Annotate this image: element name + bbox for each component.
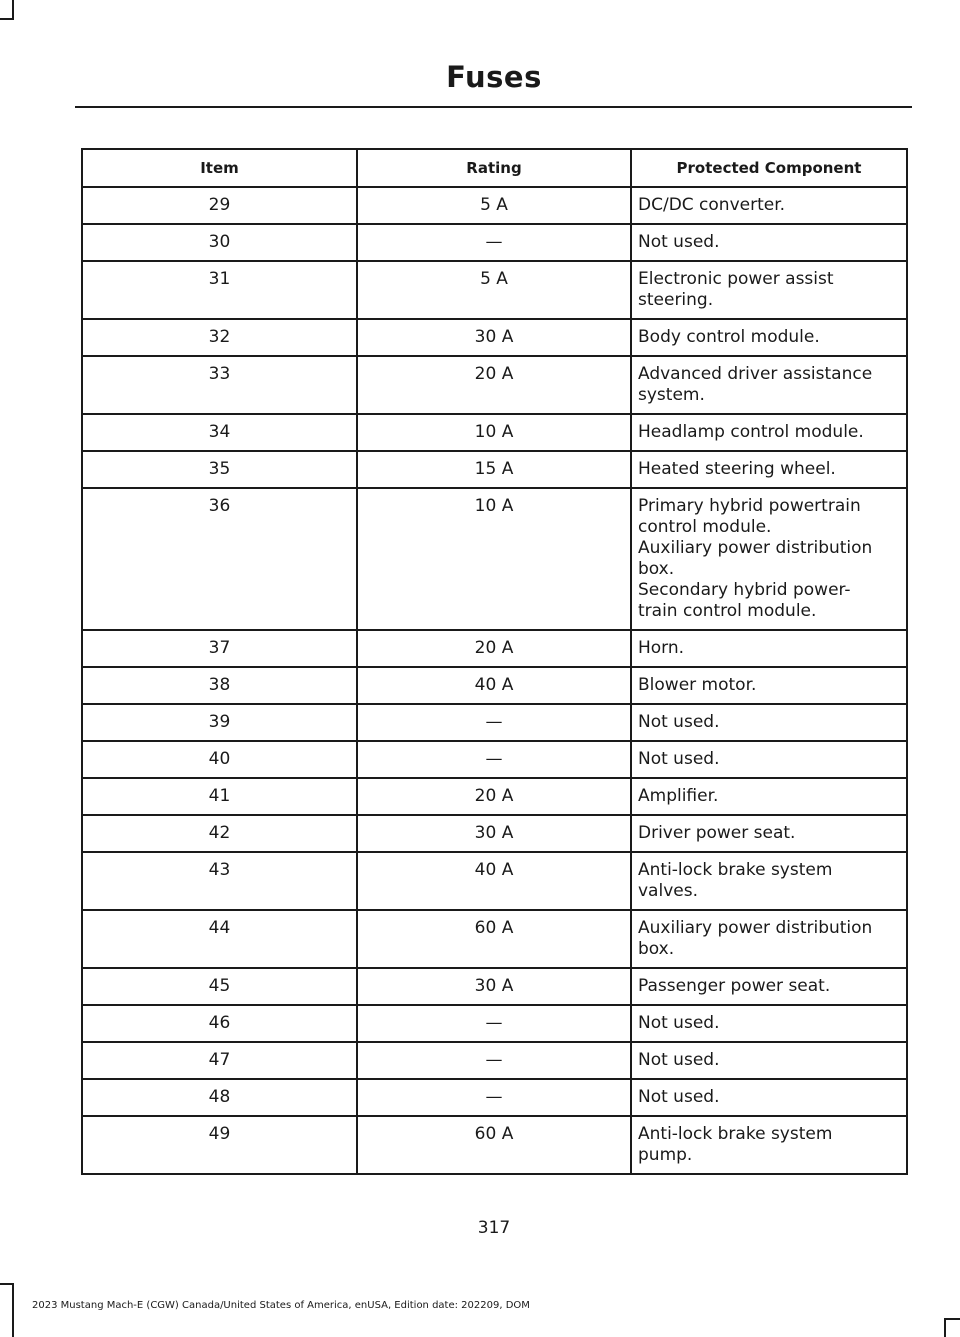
component-text-line: Anti-lock brake system <box>638 860 833 880</box>
table-row <box>82 319 907 356</box>
component-text-line: Not used. <box>638 232 720 252</box>
item-cell: 34 <box>82 414 357 451</box>
protected-component-cell <box>631 319 907 356</box>
component-text-line: Driver power seat. <box>638 823 796 843</box>
rating-cell: 20 A <box>357 778 631 815</box>
component-text-line: box. <box>638 939 675 959</box>
item-cell: 35 <box>82 451 357 488</box>
component-text-line: Amplifier. <box>638 786 719 806</box>
protected-component-cell <box>631 630 907 667</box>
crop-mark <box>12 1283 14 1337</box>
protected-component-cell <box>631 1042 907 1079</box>
item-cell: 43 <box>82 852 357 910</box>
rating-cell: 60 A <box>357 910 631 968</box>
component-text-line: Secondary hybrid power- <box>638 580 851 600</box>
table-row <box>82 1116 907 1174</box>
rating-cell: — <box>357 1005 631 1042</box>
component-text-line: Passenger power seat. <box>638 976 831 996</box>
component-text-line: Anti-lock brake system <box>638 1124 833 1144</box>
protected-component-cell <box>631 968 907 1005</box>
item-cell: 49 <box>82 1116 357 1174</box>
component-text-line: Blower motor. <box>638 675 757 695</box>
table-row <box>82 778 907 815</box>
item-cell: 36 <box>82 488 357 630</box>
protected-component-cell <box>631 1079 907 1116</box>
table-row <box>82 224 907 261</box>
fuse-table <box>81 148 908 1175</box>
item-cell: 42 <box>82 815 357 852</box>
rating-cell: 5 A <box>357 187 631 224</box>
protected-component-cell <box>631 451 907 488</box>
table-row <box>82 1042 907 1079</box>
crop-mark <box>944 1318 946 1337</box>
crop-mark <box>944 1318 960 1320</box>
rating-cell: 30 A <box>357 815 631 852</box>
table-row <box>82 356 907 414</box>
component-text-line: Headlamp control module. <box>638 422 864 442</box>
rating-cell: — <box>357 1042 631 1079</box>
item-cell: 48 <box>82 1079 357 1116</box>
rating-cell: 10 A <box>357 488 631 630</box>
component-text-line: DC/DC converter. <box>638 195 786 215</box>
component-text-line: steering. <box>638 290 714 310</box>
rating-cell: 20 A <box>357 356 631 414</box>
item-cell: 45 <box>82 968 357 1005</box>
component-text-line: Primary hybrid powertrain <box>638 496 861 516</box>
protected-component-cell <box>631 224 907 261</box>
table-row <box>82 852 907 910</box>
table-header-row <box>82 149 907 187</box>
protected-component-cell <box>631 741 907 778</box>
component-text-line: Not used. <box>638 749 720 769</box>
fuse-table-body <box>82 187 907 1174</box>
rating-cell: — <box>357 1079 631 1116</box>
item-cell: 38 <box>82 667 357 704</box>
item-cell: 39 <box>82 704 357 741</box>
edition-footer: 2023 Mustang Mach-E (CGW) Canada/United States of America, enUSA, Edition date: 202209, DOM <box>32 1300 530 1311</box>
component-text-line: Horn. <box>638 638 685 658</box>
rating-cell: 30 A <box>357 319 631 356</box>
protected-component-cell <box>631 1116 907 1174</box>
protected-component-cell <box>631 187 907 224</box>
column-header-rating: Rating <box>357 149 631 187</box>
component-text-line: valves. <box>638 881 698 901</box>
item-cell: 40 <box>82 741 357 778</box>
rating-cell: 10 A <box>357 414 631 451</box>
item-cell: 29 <box>82 187 357 224</box>
crop-mark <box>0 18 14 20</box>
protected-component-cell <box>631 414 907 451</box>
table-row <box>82 261 907 319</box>
component-text-line: box. <box>638 559 675 579</box>
item-cell: 41 <box>82 778 357 815</box>
component-text-line: Not used. <box>638 1013 720 1033</box>
component-text-line: Electronic power assist <box>638 269 834 289</box>
column-header-item: Item <box>82 149 357 187</box>
item-cell: 31 <box>82 261 357 319</box>
item-cell: 47 <box>82 1042 357 1079</box>
item-cell: 37 <box>82 630 357 667</box>
component-text-line: Auxiliary power distribution <box>638 918 873 938</box>
rating-cell: 20 A <box>357 630 631 667</box>
protected-component-cell <box>631 261 907 319</box>
table-row <box>82 414 907 451</box>
rating-cell: 15 A <box>357 451 631 488</box>
table-row <box>82 667 907 704</box>
protected-component-cell <box>631 778 907 815</box>
table-row <box>82 910 907 968</box>
table-row <box>82 815 907 852</box>
item-cell: 46 <box>82 1005 357 1042</box>
component-text-line: Heated steering wheel. <box>638 459 836 479</box>
protected-component-cell <box>631 488 907 630</box>
rating-cell: 30 A <box>357 968 631 1005</box>
rating-cell: 5 A <box>357 261 631 319</box>
item-cell: 33 <box>82 356 357 414</box>
rating-cell: — <box>357 224 631 261</box>
component-text-line: Not used. <box>638 1087 720 1107</box>
component-text-line: control module. <box>638 517 772 537</box>
table-row <box>82 187 907 224</box>
protected-component-cell <box>631 815 907 852</box>
table-row <box>82 741 907 778</box>
protected-component-cell <box>631 852 907 910</box>
protected-component-cell <box>631 704 907 741</box>
page-title: Fuses <box>446 60 542 94</box>
column-header-protected-component: Protected Component <box>631 149 907 187</box>
protected-component-cell <box>631 1005 907 1042</box>
table-row <box>82 630 907 667</box>
component-text-line: train control module. <box>638 601 817 621</box>
protected-component-cell <box>631 667 907 704</box>
table-row <box>82 1079 907 1116</box>
rating-cell: — <box>357 741 631 778</box>
component-text-line: Auxiliary power distribution <box>638 538 873 558</box>
item-cell: 30 <box>82 224 357 261</box>
protected-component-cell <box>631 910 907 968</box>
component-text-line: Body control module. <box>638 327 820 347</box>
rating-cell: 60 A <box>357 1116 631 1174</box>
protected-component-cell <box>631 356 907 414</box>
table-row <box>82 488 907 630</box>
rating-cell: — <box>357 704 631 741</box>
component-text-line: Not used. <box>638 712 720 732</box>
crop-mark <box>0 1283 14 1285</box>
component-text-line: pump. <box>638 1145 693 1165</box>
item-cell: 32 <box>82 319 357 356</box>
title-divider <box>75 106 912 108</box>
component-text-line: Advanced driver assistance <box>638 364 873 384</box>
table-row <box>82 704 907 741</box>
rating-cell: 40 A <box>357 667 631 704</box>
component-text-line: system. <box>638 385 705 405</box>
rating-cell: 40 A <box>357 852 631 910</box>
component-text-line: Not used. <box>638 1050 720 1070</box>
table-row <box>82 451 907 488</box>
table-row <box>82 1005 907 1042</box>
item-cell: 44 <box>82 910 357 968</box>
crop-mark <box>12 0 14 20</box>
page-number: 317 <box>477 1218 511 1238</box>
table-row <box>82 968 907 1005</box>
